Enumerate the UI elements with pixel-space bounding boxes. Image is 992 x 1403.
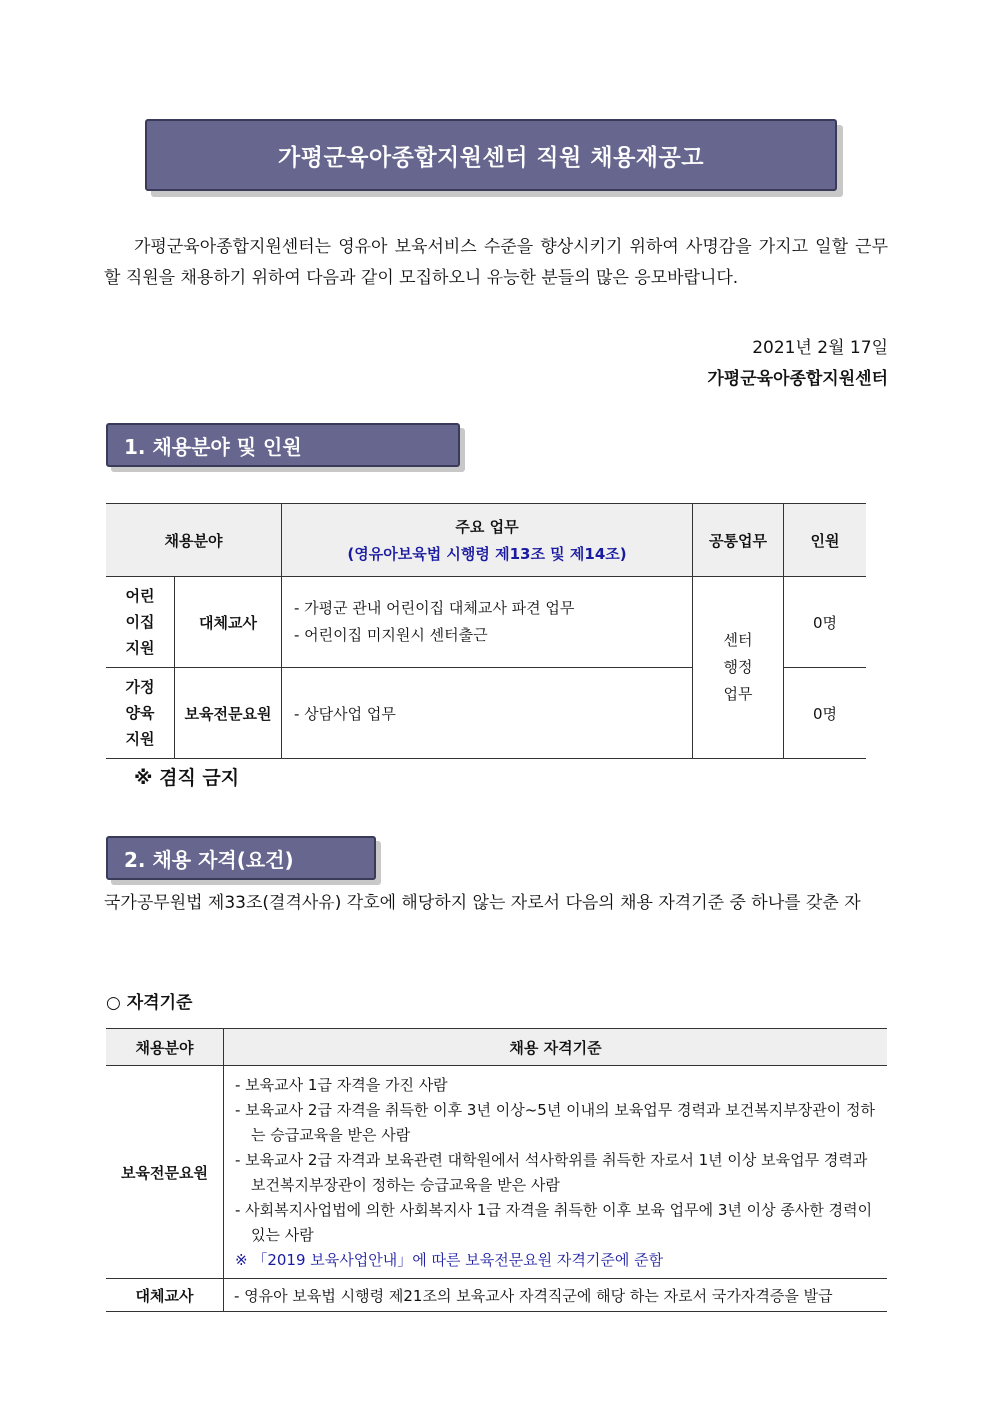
- duty-item: - 상담사업 업무: [294, 704, 396, 723]
- header-common: 공통업무: [693, 504, 784, 577]
- intro-paragraph: 가평군육아종합지원센터는 영유아 보육서비스 수준을 향상시키기 위하여 사명감을 가지고 일할 근무할 직원을 채용하기 위하여 다음과 같이 모집하오니 유능한 분들의 많은 응모바랍니다.: [104, 237, 888, 288]
- announcement-date: 2021년 2월 17일: [752, 338, 888, 358]
- criteria-table: [106, 1028, 887, 1312]
- criteria-list: [225, 1067, 886, 1277]
- duty-item: - 어린이집 미지원시 센터출근: [294, 626, 488, 644]
- header-count: 인원: [784, 504, 867, 577]
- table-row: [106, 577, 866, 668]
- row-position: 보육전문요원: [175, 668, 282, 759]
- section1-heading-text: 1. 채용분야 및 인원: [124, 434, 302, 459]
- row-duties: [282, 668, 693, 759]
- row-group: 가정 양육 지원: [106, 668, 175, 759]
- duty-item: - 가평군 관내 어린이집 대체교사 파견 업무: [294, 599, 575, 617]
- header-duties-label: 주요 업무: [455, 518, 519, 536]
- row-criteria: - 영유아 보육법 시행령 제21조의 보육교사 자격직군에 해당 하는 자로서 국가자격증을 발급: [224, 1279, 888, 1312]
- criteria-item: - 보육교사 2급 자격을 취득한 이후 3년 이상~5년 이내의 보육업무 경력과 보건복지부장관이 정하는 승급교육을 받은 사람: [235, 1101, 875, 1144]
- header-field: 채용분야: [106, 504, 282, 577]
- page-title: [145, 119, 837, 191]
- section2-heading-text: 2. 채용 자격(요건): [124, 847, 294, 872]
- criteria-item: - 사회복지사업법에 의한 사회복지사 1급 자격을 취득한 이후 보육 업무에 3년 이상 종사한 경력이 있는 사람: [235, 1201, 873, 1244]
- organization-name: 가평군육아종합지원센터: [707, 369, 888, 389]
- criteria-title: ○ 자격기준: [106, 993, 193, 1013]
- row-duties: [282, 577, 693, 668]
- row-field: 보육전문요원: [106, 1066, 224, 1279]
- criteria-item: - 보육교사 2급 자격과 보육관련 대학원에서 석사학위를 취득한 자로서 1년 이상 보육업무 경력과 보건복지부장관이 정하는 승급교육을 받은 사람: [235, 1151, 868, 1194]
- table-row: [106, 1279, 887, 1312]
- section1-heading: [106, 423, 460, 467]
- row-field: 대체교사: [106, 1279, 224, 1312]
- header-criteria: 채용 자격기준: [224, 1029, 888, 1066]
- row-criteria: [224, 1066, 888, 1279]
- table-row: [106, 1066, 887, 1279]
- header-field: 채용분야: [106, 1029, 224, 1066]
- header-duties: [282, 504, 693, 577]
- qualification-text: 국가공무원법 제33조(결격사유) 각호에 해당하지 않는 자로서 다음의 채용 자격기준 중 하나를 갖춘 자: [104, 893, 861, 913]
- row-position: 대체교사: [175, 577, 282, 668]
- row-count: 0명: [784, 577, 867, 668]
- recruitment-table: [106, 503, 866, 759]
- criteria-item: - 보육교사 1급 자격을 가진 사람: [235, 1076, 448, 1094]
- row-group: 어린 이집 지원: [106, 577, 175, 668]
- row-count: 0명: [784, 668, 867, 759]
- page-title-text: 가평군육아종합지원센터 직원 채용재공고: [278, 144, 704, 171]
- header-duties-ref: (영유아보육법 시행령 제13조 및 제14조): [347, 545, 627, 563]
- criteria-reference: ※ 「2019 보육사업안내」에 따른 보육전문요원 자격기준에 준함: [235, 1251, 664, 1269]
- common-work: 센터 행정 업무: [693, 577, 784, 759]
- section2-heading: [106, 836, 376, 880]
- concurrent-job-note: ※ 겸직 금지: [134, 767, 240, 789]
